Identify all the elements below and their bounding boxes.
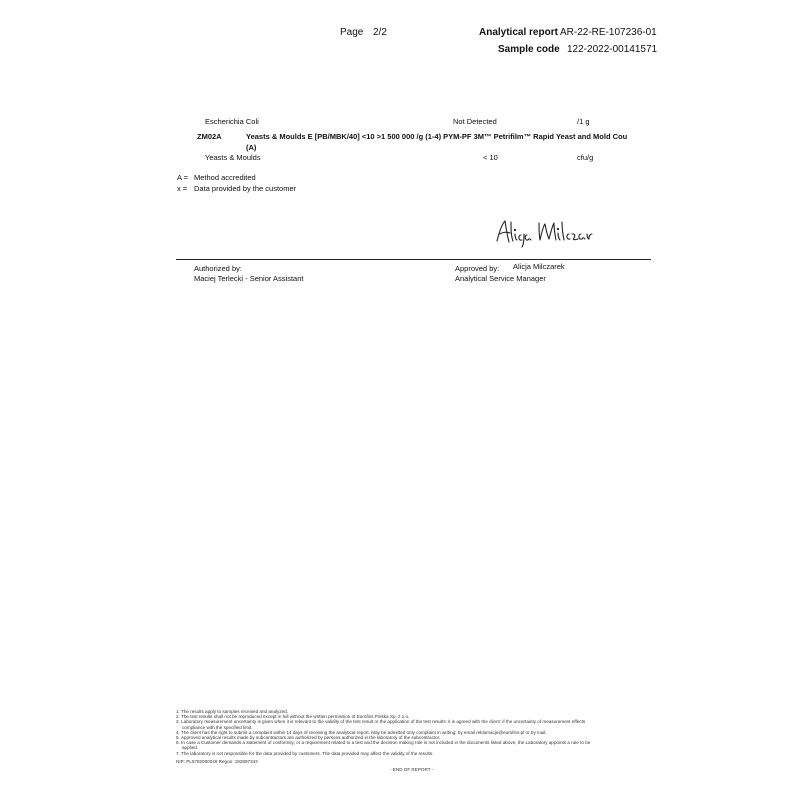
sample-code: 122-2022-00141571	[567, 44, 658, 55]
result-value: < 10	[483, 153, 498, 162]
legend-key: x =	[177, 184, 188, 193]
end-of-report: - END OF REPORT -	[390, 767, 434, 772]
footnote: 7. The laboratory is not responsible for the data provided by customers. The data provided may affect the validity of the results.	[176, 750, 434, 756]
sample-label: Sample code	[498, 44, 560, 55]
approved-title: Analytical Service Manager	[455, 274, 546, 283]
authorized-label: Authorized by:	[194, 264, 242, 273]
page-label: Page	[340, 27, 364, 38]
footnote: compliance with the specified limit.	[182, 724, 253, 730]
page-number: 2/2	[373, 27, 387, 38]
method-title: Yeasts & Moulds E [PB/MBK/40] <10 >1 500 000 /g (1-4) PYM-PF 3M™ Petrifilm™ Rapid Yeast and Mold Cou	[246, 132, 628, 141]
footnote: 3. Laboratory measurement uncertainty is given when it is relevant to the validity of the test result or the application of the test results: it is agreed with the client: if the uncertainty of measurement effects	[176, 719, 586, 725]
footnote: applied.	[182, 745, 199, 751]
report-label: Analytical report	[479, 27, 558, 38]
footnote: 4. The client has the right to submit a complaint within 14 days of receiving the analytical report. May be admitted only complaint in writing: by email reklamacje@eurofins.pl or by mail.	[176, 729, 547, 735]
method-accreditation: (A)	[246, 143, 257, 152]
method-code: ZM02A	[197, 132, 222, 141]
footnote: 1. The results apply to samples received and analyzed.	[176, 709, 289, 714]
approved-label: Approved by:	[455, 264, 500, 273]
result-name: Escherichia Coli	[205, 117, 259, 126]
result-name: Yeasts & Moulds	[205, 153, 261, 162]
legend-key: A =	[177, 173, 189, 182]
signature-divider	[176, 259, 651, 260]
approved-name: Alicja Milczarek	[513, 262, 565, 271]
result-unit: cfu/g	[577, 153, 594, 162]
footnote: 6. In case a Customer demands a statement of conformity, or a requirement related to a test and the decision making role is not included in the documents listed above, the Laboratory appoints a rule to be	[176, 740, 591, 746]
footnotes	[176, 709, 654, 756]
company-ids: NIP: PL5782000046 Regon: 192897343	[176, 759, 258, 764]
footnote: 5. Approved analytical results made by subcontractors are authorized by persons authorized in the laboratory of the subcontractor.	[176, 735, 441, 741]
result-unit: /1 g	[577, 117, 590, 126]
signature-image	[493, 213, 595, 249]
legend-text: Method accredited	[194, 173, 256, 182]
footnote: 2. The test results shall not be reproduced except in full without the written permission of Eurofins Polska Sp. z o.o.	[176, 714, 410, 720]
authorized-name: Maciej Terlecki - Senior Assistant	[194, 274, 304, 283]
legend-text: Data provided by the customer	[194, 184, 297, 193]
report-number: AR-22-RE-107236-01	[560, 27, 657, 38]
result-value: Not Detected	[453, 117, 497, 126]
